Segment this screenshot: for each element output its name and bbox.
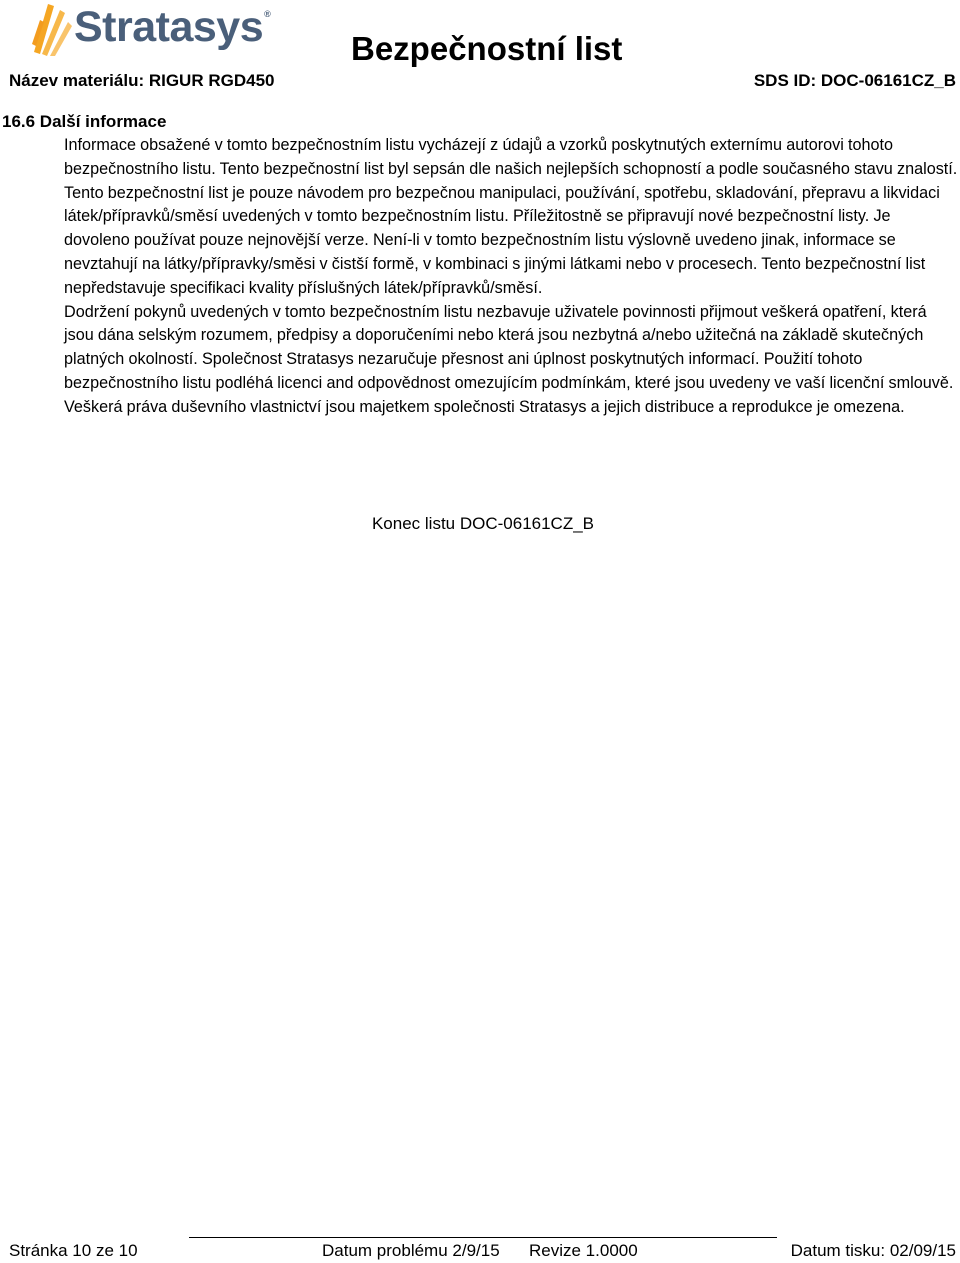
section-heading: 16.6 Další informace xyxy=(2,112,167,131)
stratasys-logo xyxy=(30,0,271,58)
logo-wordmark: Stratasys® xyxy=(74,3,271,51)
material-name: Název materiálu: RIGUR RGD450 xyxy=(9,71,275,90)
footer-divider xyxy=(189,1237,777,1238)
footer-print-date: Datum tisku: 02/09/15 xyxy=(790,1241,956,1260)
document-title: Bezpečnostní list xyxy=(351,30,623,67)
paragraph-1: Informace obsažené v tomto bezpečnostním listu vycházejí z údajů a vzorků poskytnutých externímu autorovi tohoto bezpečnostního listu. Tento bezpečnostní list byl sepsán dle našich nejlepších schopností a podle současného stavu znalostí. Tento bezpečnostní list je pouze návodem pro bezpečnou manipulaci, používání, spotřebu, skladování, přepravu a likvidaci látek/přípravků/směsí uvedených v tomto bezpečnostním listu. Příležitostně se připravují nové bezpečnostní listy. Je dovoleno používat pouze nejnovější verze. Není-li v tomto bezpečnostním listu výslovně uvedeno jinak, informace se nevztahují na látky/přípravky/směsi v čistší formě, v kombinaci s jinými látkami nebo v procesech. Tento bezpečnostní list nepředstavuje specifikaci kvality příslušných látek/přípravků/směsí. xyxy=(64,136,958,297)
footer-page-number: Stránka 10 ze 10 xyxy=(9,1241,138,1260)
end-of-document: Konec listu DOC-06161CZ_B xyxy=(371,514,595,533)
sds-id: SDS ID: DOC-06161CZ_B xyxy=(753,71,956,90)
paragraph-2: Dodržení pokynů uvedených v tomto bezpečnostním listu nezbavuje uživatele povinnosti přijmout veškerá opatření, která jsou dána selským rozumem, předpisy a doporučeními nebo která jsou nezbytná a/nebo užitečná na základě skutečných platných okolností. Společnost Stratasys nezaručuje přesnost ani úplnost poskytnutých informací. Použití tohoto bezpečnostního listu podléhá licenci and odpovědnost omezujícím podmínkám, které jsou uvedeny ve vaší licenční smlouvě. Veškerá práva duševního vlastnictví jsou majetkem společnosti Stratasys a jejich distribuce a reprodukce je omezena. xyxy=(64,302,954,416)
sunburst-logo-icon xyxy=(30,0,74,56)
footer-revision: Revize 1.0000 xyxy=(529,1241,638,1260)
footer-issue-date: Datum problému 2/9/15 xyxy=(322,1241,500,1260)
section-body xyxy=(64,134,960,420)
